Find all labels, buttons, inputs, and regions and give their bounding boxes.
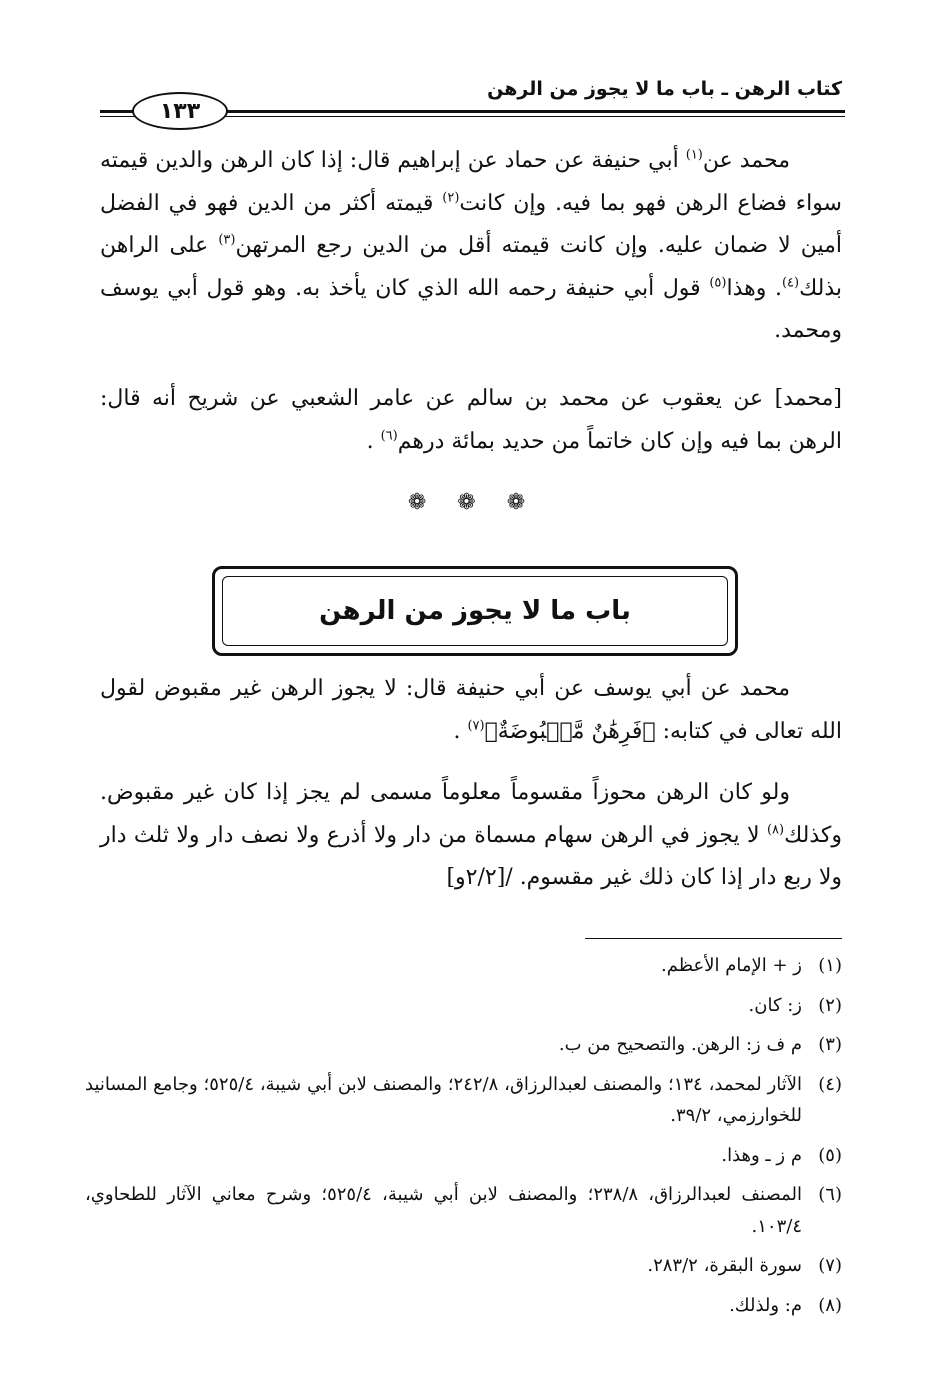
footnote bbox=[85, 1179, 842, 1242]
text: أبي حنيفة عن حماد عن إبراهيم قال: إذا كان الرهن والدين قيمته سواء فضاع الرهن فهو بما فيه. وإن كانت bbox=[100, 148, 842, 216]
text: . bbox=[453, 718, 468, 744]
footnote-number: (٣) bbox=[818, 1034, 842, 1055]
footnote-text: الآثار لمحمد، ١٣٤؛ والمصنف لعبدالرزاق، ٢٤٢/٨؛ والمصنف لابن أبي شيبة، ٥٢٥/٤؛ وجامع المسانيد للخوارزمي، ٣٩/٢. bbox=[85, 1073, 803, 1126]
footnote-number: (٥) bbox=[818, 1144, 842, 1166]
text: . bbox=[366, 428, 381, 454]
paragraph-2 bbox=[100, 378, 842, 463]
footnote-text: سورة البقرة، ٢٨٣/٢. bbox=[647, 1255, 802, 1276]
section-title-inner-frame bbox=[222, 576, 728, 646]
section-title-frame bbox=[212, 566, 738, 656]
footnote bbox=[85, 1029, 842, 1061]
text: قول أبي حنيفة رحمه الله الذي كان يأخذ به. وهو قول أبي يوسف ومحمد. bbox=[100, 275, 842, 343]
paragraph-4 bbox=[100, 772, 842, 900]
footnote-text: م: ولذلك. bbox=[729, 1294, 802, 1316]
text: [محمد] عن يعقوب عن محمد بن سالم عن عامر الشعبي عن شريح أنه قال: الرهن بما فيه وإن كان خاتماً من حديد بمائة درهم bbox=[100, 386, 842, 454]
footnote bbox=[85, 1069, 842, 1132]
footnote-number: (٦) bbox=[818, 1184, 842, 1205]
paragraph-3 bbox=[100, 668, 842, 753]
footnote bbox=[85, 1250, 842, 1282]
footnote-ref: (٧) bbox=[467, 718, 485, 734]
footnote-number: (٤) bbox=[818, 1073, 842, 1095]
footnote-number: (٨) bbox=[818, 1294, 842, 1316]
footnote-ref: (٥) bbox=[709, 275, 727, 291]
footnote-ref: (٣) bbox=[218, 232, 236, 248]
paragraph-1 bbox=[100, 140, 842, 353]
footnote-text: م ز ـ وهذا. bbox=[721, 1144, 802, 1166]
text: . وهذا bbox=[726, 275, 782, 301]
text: قيمته أكثر من الدين فهو في الفضل أمين لا ضمان عليه. وإن كانت قيمته أقل من الدين رجع المرتهن bbox=[100, 190, 843, 258]
footnote-text: المصنف لعبدالرزاق، ٢٣٨/٨؛ والمصنف لابن أبي شيبة، ٥٢٥/٤؛ وشرح معاني الآثار للطحاوي، ١٠٣/٤. bbox=[85, 1184, 802, 1237]
footnote-number: (٢) bbox=[818, 994, 842, 1016]
text: على الراهن بذلك bbox=[100, 233, 843, 301]
footnote-ref: (٨) bbox=[766, 822, 785, 838]
footnote bbox=[85, 1290, 842, 1322]
text: محمد عن bbox=[702, 148, 790, 173]
footnote-ref: (٢) bbox=[442, 190, 460, 206]
text: لا يجوز في الرهن سهام مسماة من دار ولا أذرع ولا نصف دار ولا ثلث دار ولا ربع دار إذا كان ذلك غير مقسوم. /[٢/٢و] bbox=[100, 822, 842, 890]
text: محمد عن أبي يوسف عن أبي حنيفة قال: لا يجوز الرهن غير مقبوض لقول الله تعالى في كتابه: ﴿فَرِهَٰنٌ مَّقۡبُوضَةٌ﴾ bbox=[100, 676, 842, 744]
footnote-text: ز + الإمام الأعظم. bbox=[661, 955, 802, 976]
page-number: ١٣٣ bbox=[132, 92, 228, 130]
footnote bbox=[85, 990, 842, 1022]
text: ولو كان الرهن محوزاً مقسوماً معلوماً مسمى لم يجز إذا كان غير مقبوض. وكذلك bbox=[100, 780, 842, 848]
footnotes bbox=[85, 950, 842, 1329]
footnote-ref: (٤) bbox=[781, 275, 800, 291]
section-title: باب ما لا يجوز من الرهن bbox=[319, 596, 631, 626]
footnote-ref: (١) bbox=[685, 147, 703, 163]
running-header-title: كتاب الرهن ـ باب ما لا يجوز من الرهن bbox=[487, 78, 842, 100]
footnote-separator bbox=[585, 938, 842, 939]
footnote-ref: (٦) bbox=[380, 428, 398, 444]
footnote-number: (١) bbox=[818, 955, 842, 976]
footnote bbox=[85, 950, 842, 982]
section-separator: ❁ ❁ ❁ bbox=[407, 490, 538, 515]
footnote-text: ز: كان. bbox=[748, 994, 802, 1016]
footnote-text: م ف ز: الرهن. والتصحيح من ب. bbox=[558, 1034, 802, 1055]
footnote-number: (٧) bbox=[818, 1255, 842, 1276]
footnote bbox=[85, 1140, 842, 1172]
